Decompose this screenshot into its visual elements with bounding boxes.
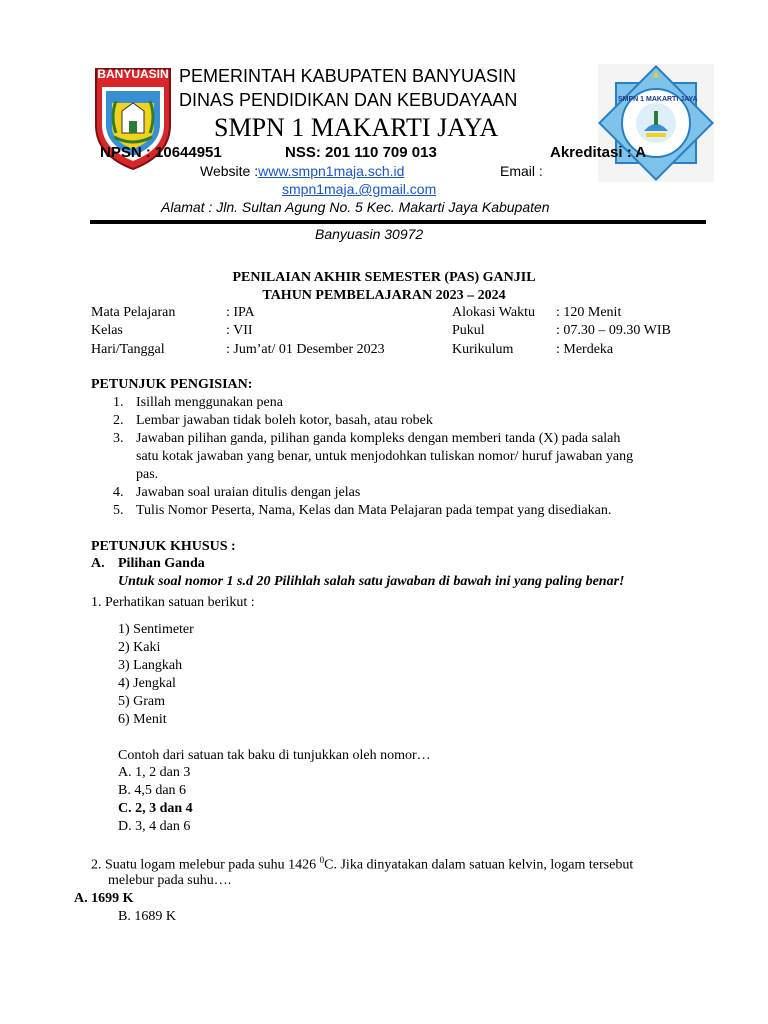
instruction-text: satu kotak jawaban yang benar, untuk menjodohkan tuliskan nomor/ huruf jawaban yang	[136, 449, 634, 464]
instruction-text: Jawaban soal uraian ditulis dengan jelas	[136, 485, 361, 500]
info-label: Pukul	[452, 323, 485, 338]
answer-option[interactable]: B. 4,5 dan 6	[118, 783, 187, 798]
info-value: : Jum’at/ 01 Desember 2023	[226, 342, 385, 357]
dept-line: DINAS PENDIDIKAN DAN KEBUDAYAAN	[179, 90, 518, 110]
info-label: Hari/Tanggal	[91, 342, 165, 357]
answer-option[interactable]: D. 3, 4 dan 6	[118, 819, 191, 834]
instruction-number: 3.	[113, 431, 124, 446]
exam-title-1: PENILAIAN AKHIR SEMESTER (PAS) GANJIL	[232, 270, 536, 285]
school-logo	[598, 64, 714, 182]
stem-part: C. Jika dinyatakan dalam satuan kelvin, logam tersebut	[324, 857, 634, 873]
address-line-2: Banyuasin 30972	[315, 226, 424, 242]
email-row	[282, 181, 436, 197]
instruction-number: 4.	[113, 485, 124, 500]
answer-option-correct[interactable]: A. 1699 K	[74, 891, 134, 906]
info-label: Kelas	[91, 323, 123, 338]
info-label: Alokasi Waktu	[452, 305, 535, 320]
section-letter: A.	[91, 556, 105, 571]
akreditasi: Akreditasi : A	[550, 144, 647, 161]
unit-item: 3) Langkah	[118, 658, 183, 673]
section-heading: PETUNJUK KHUSUS :	[91, 539, 236, 554]
section-instruction: Untuk soal nomor 1 s.d 20 Pilihlah salah satu jawaban di bawah ini yang paling benar!	[118, 574, 625, 589]
email-link[interactable]: smpn1maja.@gmail.com	[282, 181, 437, 197]
degree-superscript: 0	[319, 855, 325, 865]
school-name: SMPN 1 MAKARTI JAYA	[214, 113, 499, 142]
info-value: : IPA	[226, 305, 255, 320]
answer-option[interactable]: A. 1, 2 dan 3	[118, 765, 191, 780]
section-heading: PETUNJUK PENGISIAN:	[91, 377, 253, 392]
instruction-number: 5.	[113, 503, 124, 518]
website-label: Website :	[200, 163, 259, 179]
npsn: NPSN : 10644951	[100, 144, 222, 161]
unit-item: 4) Jengkal	[118, 676, 176, 691]
stem-part: 2. Suatu logam melebur pada suhu 1426	[91, 857, 317, 873]
website-row	[200, 163, 404, 179]
unit-item: 5) Gram	[118, 694, 166, 709]
info-value: : 120 Menit	[556, 305, 622, 320]
unit-item: 1) Sentimeter	[118, 622, 194, 637]
logo-wordmark: BANYUASIN	[97, 67, 169, 81]
instruction-number: 2.	[113, 413, 124, 428]
unit-item: 2) Kaki	[118, 640, 161, 655]
exam-title-2: TAHUN PEMBELAJARAN 2023 – 2024	[262, 288, 506, 303]
question-prompt: Contoh dari satuan tak baku di tunjukkan oleh nomor…	[118, 748, 431, 763]
question-stem: 1. Perhatikan satuan berikut :	[91, 595, 255, 610]
address-line-1: Alamat : Jln. Sultan Agung No. 5 Kec. Makarti Jaya Kabupaten	[161, 199, 550, 215]
website-link[interactable]: www.smpn1maja.sch.id	[258, 163, 405, 179]
unit-item: 6) Menit	[118, 712, 167, 727]
instruction-number: 1.	[113, 395, 124, 410]
instruction-text: Isillah menggunakan pena	[136, 395, 283, 410]
header-divider	[90, 220, 706, 224]
info-value: : Merdeka	[556, 342, 614, 357]
info-value: : 07.30 – 09.30 WIB	[556, 323, 671, 338]
instruction-text: Jawaban pilihan ganda, pilihan ganda kompleks dengan memberi tanda (X) pada salah	[136, 431, 621, 446]
logo-ring-text: SMPN 1 MAKARTI JAYA	[618, 96, 698, 103]
gov-line: PEMERINTAH KABUPATEN BANYUASIN	[179, 66, 517, 86]
instruction-text: Tulis Nomor Peserta, Nama, Kelas dan Mata Pelajaran pada tempat yang disediakan.	[136, 503, 612, 518]
section-title: Pilihan Ganda	[118, 556, 205, 571]
instruction-text: pas.	[136, 467, 159, 482]
email-label: Email :	[500, 163, 543, 179]
question-stem	[91, 855, 633, 874]
question-stem-line-2: melebur pada suhu….	[108, 873, 232, 888]
answer-option[interactable]: B. 1689 K	[118, 909, 176, 924]
info-value: : VII	[226, 323, 253, 338]
info-label: Kurikulum	[452, 342, 514, 357]
answer-option-correct[interactable]: C. 2, 3 dan 4	[118, 801, 193, 816]
nss: NSS: 201 110 709 013	[285, 144, 437, 161]
info-label: Mata Pelajaran	[91, 305, 176, 320]
instruction-text: Lembar jawaban tidak boleh kotor, basah, atau robek	[136, 413, 433, 428]
